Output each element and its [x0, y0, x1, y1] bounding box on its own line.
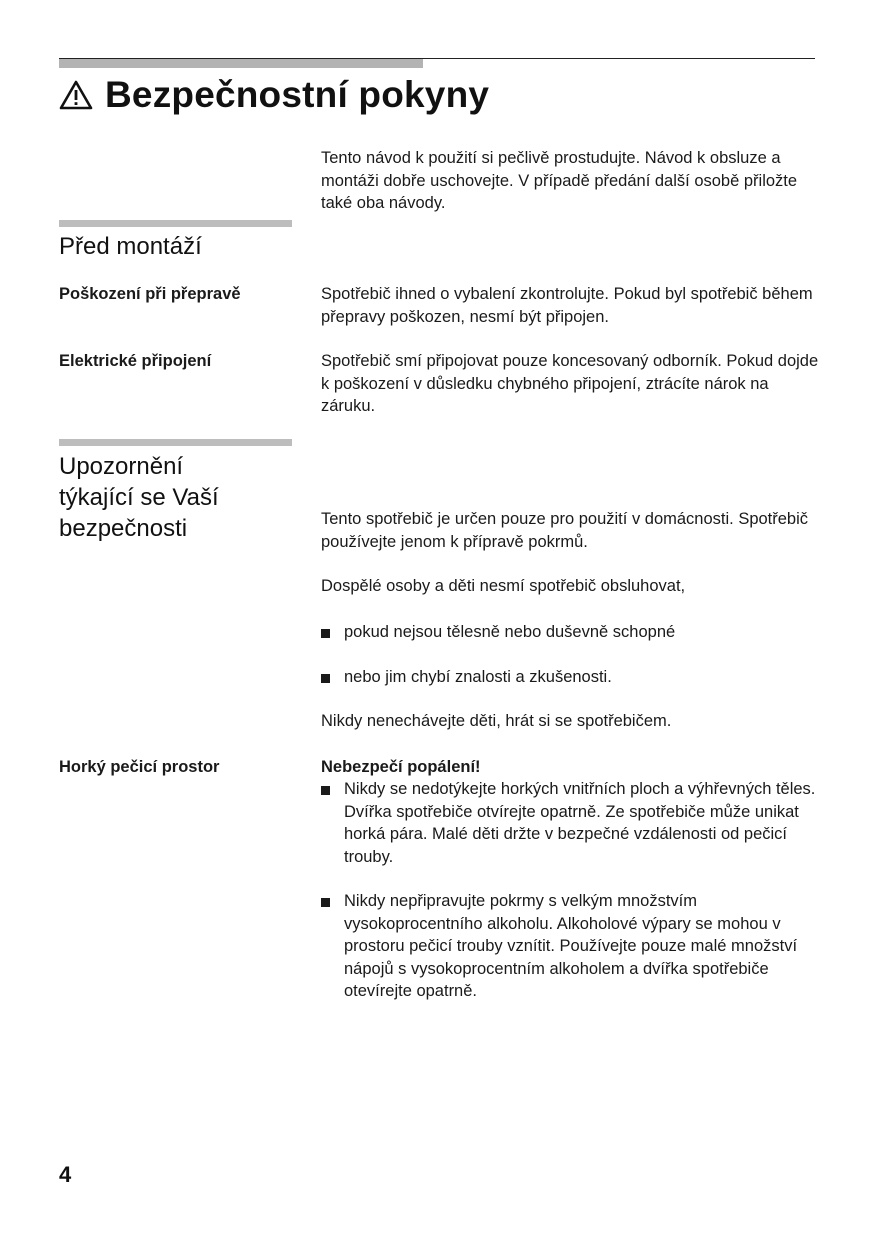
section-bar-safety	[59, 439, 292, 446]
label-hot-oven: Horký pečicí prostor	[59, 758, 220, 776]
section-heading-safety	[59, 451, 219, 544]
warning-triangle-icon	[59, 79, 93, 111]
bullet-square-icon	[321, 674, 330, 683]
text-electrical-connection: Spotřebič smí připojovat pouze koncesovaný odborník. Pokud dojde k poškození v důsledku chybného připojení, ztrácíte nárok na záruku.	[321, 352, 819, 416]
list-item: nebo jim chybí znalosti a zkušenosti.	[321, 666, 821, 689]
burn-warning: Nebezpečí popálení!	[321, 758, 481, 776]
paragraph-adults-children: Dospělé osoby a děti nesmí spotřebič obsluhovat,	[321, 577, 686, 595]
section-heading-line: týkající se Vaší	[59, 484, 219, 511]
label-electrical-connection: Elektrické připojení	[59, 352, 212, 370]
header-bar	[59, 59, 423, 68]
section-heading-line: bezpečnosti	[59, 515, 188, 542]
section-bar-montaz	[59, 220, 292, 227]
list-item: pokud nejsou tělesně nebo duševně schopné	[321, 621, 821, 644]
bullet-square-icon	[321, 786, 330, 795]
page-number: 4	[59, 1162, 72, 1187]
text-transport-damage: Spotřebič ihned o vybalení zkontrolujte. Pokud byl spotřebič během přepravy poškozen, nesmí být připojen.	[321, 285, 813, 326]
paragraph-children-play: Nikdy nenechávejte děti, hrát si se spotřebičem.	[321, 712, 672, 730]
bullet-square-icon	[321, 898, 330, 907]
page-title	[59, 74, 489, 116]
page-title-text: Bezpečnostní pokyny	[105, 74, 490, 115]
section-heading-line: Upozornění	[59, 453, 184, 480]
list-item: Nikdy se nedotýkejte horkých vnitřních ploch a výhřevných těles. Dvířka spotřebiče otvírejte opatrně. Ze spotřebiče může unikat horká pára. Malé děti držte v bezpečné vzdálenosti od pečicí trouby.	[321, 778, 821, 868]
bullet-square-icon	[321, 629, 330, 638]
intro-paragraph: Tento návod k použití si pečlivě prostudujte. Návod k obsluze a montáži dobře uschovejte. V případě předání další osobě přiložte také oba návody.	[321, 149, 798, 213]
list-item: Nikdy nepřipravujte pokrmy s velkým množstvím vysokoprocentního alkoholu. Alkoholové výpary se mohou v prostoru pečicí trouby vznítit. Používejte pouze malé množství nápojů s vysokoprocentním alkoholem a dvířka spotřebiče otevírejte opatrně.	[321, 890, 821, 1003]
paragraph-household-use: Tento spotřebič je určen pouze pro použití v domácnosti. Spotřebič používejte jenom k přípravě pokrmů.	[321, 510, 809, 551]
label-transport-damage: Poškození při přepravě	[59, 285, 241, 303]
section-heading-montaz: Před montáží	[59, 233, 202, 260]
